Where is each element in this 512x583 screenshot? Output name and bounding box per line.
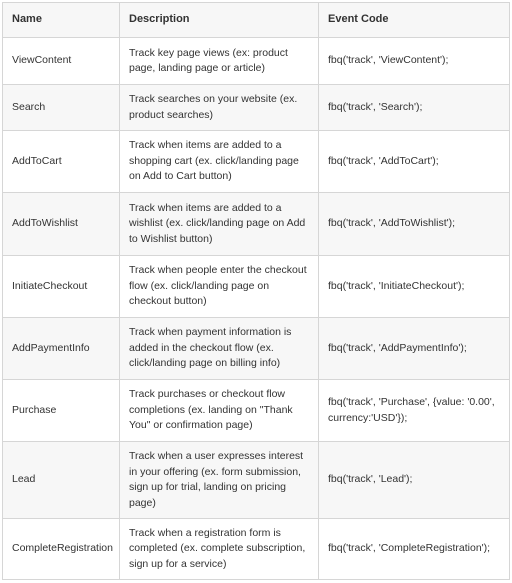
event-code: fbq('track', 'Lead'); bbox=[319, 442, 510, 519]
event-name: CompleteRegistration bbox=[3, 519, 120, 580]
event-code: fbq('track', 'AddPaymentInfo'); bbox=[319, 318, 510, 380]
event-name: AddToCart bbox=[3, 131, 120, 193]
event-description: Track purchases or checkout flow completions (ex. landing on "Thank You" or confirmation page) bbox=[120, 380, 319, 442]
event-code: fbq('track', 'AddToCart'); bbox=[319, 131, 510, 193]
event-code: fbq('track', 'Purchase', {value: '0.00', currency:'USD'}); bbox=[319, 380, 510, 442]
table-row bbox=[3, 131, 510, 193]
table-row bbox=[3, 256, 510, 318]
events-table bbox=[2, 2, 510, 580]
event-description: Track when items are added to a wishlist (ex. click/landing page on Add to Wishlist button) bbox=[120, 193, 319, 256]
header-name: Name bbox=[3, 3, 120, 38]
event-code: fbq('track', 'CompleteRegistration'); bbox=[319, 519, 510, 580]
event-name: Lead bbox=[3, 442, 120, 519]
header-description: Description bbox=[120, 3, 319, 38]
event-code: fbq('track', 'AddToWishlist'); bbox=[319, 193, 510, 256]
table-header-row bbox=[3, 3, 510, 38]
event-name: AddToWishlist bbox=[3, 193, 120, 256]
table-row bbox=[3, 193, 510, 256]
table-row bbox=[3, 38, 510, 85]
event-name: Purchase bbox=[3, 380, 120, 442]
event-code: fbq('track', 'InitiateCheckout'); bbox=[319, 256, 510, 318]
table-row bbox=[3, 442, 510, 519]
event-name: ViewContent bbox=[3, 38, 120, 85]
table-row bbox=[3, 380, 510, 442]
event-description: Track when a registration form is completed (ex. complete subscription, sign up for a service) bbox=[120, 519, 319, 580]
event-name: Search bbox=[3, 85, 120, 131]
event-name: InitiateCheckout bbox=[3, 256, 120, 318]
event-description: Track when payment information is added in the checkout flow (ex. click/landing page on billing info) bbox=[120, 318, 319, 380]
event-description: Track when people enter the checkout flow (ex. click/landing page on checkout button) bbox=[120, 256, 319, 318]
event-description: Track key page views (ex: product page, landing page or article) bbox=[120, 38, 319, 85]
event-description: Track searches on your website (ex. product searches) bbox=[120, 85, 319, 131]
event-description: Track when a user expresses interest in your offering (ex. form submission, sign up for trial, landing on pricing page) bbox=[120, 442, 319, 519]
table-row bbox=[3, 318, 510, 380]
header-event-code: Event Code bbox=[319, 3, 510, 38]
table-row bbox=[3, 519, 510, 580]
event-code: fbq('track', 'ViewContent'); bbox=[319, 38, 510, 85]
event-name: AddPaymentInfo bbox=[3, 318, 120, 380]
event-description: Track when items are added to a shopping cart (ex. click/landing page on Add to Cart button) bbox=[120, 131, 319, 193]
table-row bbox=[3, 85, 510, 131]
event-code: fbq('track', 'Search'); bbox=[319, 85, 510, 131]
